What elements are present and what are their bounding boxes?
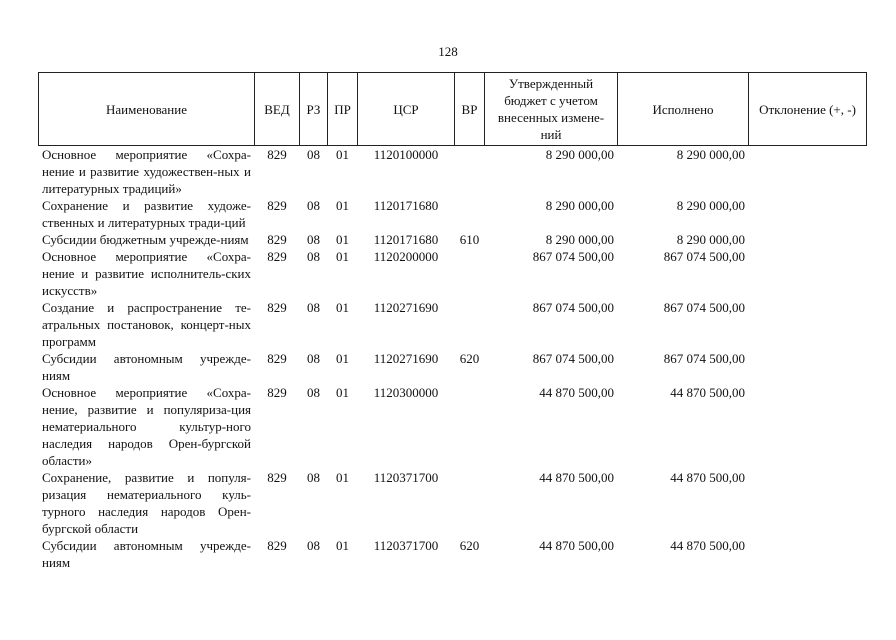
header-name: Наименование [39,73,255,146]
row-pr: 01 [336,198,349,213]
header-rz: РЗ [300,73,328,146]
row-executed: 867 074 500,00 [663,249,745,264]
row-deviation [749,469,867,537]
table-header-row [39,73,867,146]
row-deviation [749,537,867,571]
row-vr: 620 [459,351,480,366]
row-csr: 1120100000 [373,147,439,162]
row-name: Субсидии автономным учрежде-ниям [42,351,251,383]
row-executed: 44 870 500,00 [670,538,745,553]
header-approved: Утвержденный бюджет с учетом внесенных измене-ний [485,73,618,146]
row-rz: 08 [307,538,320,553]
table-row [39,299,867,350]
row-approved: 867 074 500,00 [532,351,614,366]
row-ved: 829 [267,198,287,213]
row-vr [455,469,485,537]
row-executed: 44 870 500,00 [670,470,745,485]
row-executed: 867 074 500,00 [663,300,745,315]
row-pr: 01 [336,385,349,400]
table-row [39,248,867,299]
row-name: Сохранение, развитие и популя-ризация нематериального куль-турного наследия народов Орен-бургской области [42,470,251,536]
row-rz: 08 [307,147,320,162]
row-csr: 1120371700 [373,470,439,485]
row-deviation [749,197,867,231]
row-pr: 01 [336,232,349,247]
header-csr: ЦСР [358,73,455,146]
row-pr: 01 [336,538,349,553]
table-row [39,197,867,231]
row-rz: 08 [307,470,320,485]
row-name: Основное мероприятие «Сохра-нение и развитие исполнитель-ских искусств» [42,249,251,298]
row-deviation [749,350,867,384]
row-executed: 867 074 500,00 [663,351,745,366]
row-executed: 44 870 500,00 [670,385,745,400]
row-csr: 1120171680 [373,232,439,247]
row-pr: 01 [336,470,349,485]
row-ved: 829 [267,147,287,162]
row-pr: 01 [336,147,349,162]
row-rz: 08 [307,232,320,247]
row-csr: 1120271690 [373,351,439,366]
row-ved: 829 [267,249,287,264]
row-approved: 8 290 000,00 [545,147,614,162]
row-name: Сохранение и развитие художе-ственных и литературных тради-ций [42,198,251,230]
row-deviation [749,384,867,469]
budget-table [38,72,867,571]
row-executed: 8 290 000,00 [676,147,745,162]
row-approved: 867 074 500,00 [532,300,614,315]
row-rz: 08 [307,300,320,315]
table-row [39,469,867,537]
row-name: Субсидии автономным учрежде-ниям [42,538,251,570]
page-number: 128 [438,44,458,59]
table-row [39,384,867,469]
row-csr: 1120271690 [373,300,439,315]
header-ved: ВЕД [255,73,300,146]
row-rz: 08 [307,385,320,400]
table-row [39,231,867,248]
row-vr [455,248,485,299]
row-name: Основное мероприятие «Сохра-нение и развитие художествен-ных и литературных традиций» [42,147,251,196]
table-row [39,537,867,571]
row-name: Субсидии бюджетным учрежде-ниям [42,232,249,247]
row-csr: 1120171680 [373,198,439,213]
row-vr: 610 [459,232,480,247]
row-executed: 8 290 000,00 [676,198,745,213]
header-vr: ВР [455,73,485,146]
row-pr: 01 [336,300,349,315]
row-vr: 620 [459,538,480,553]
row-name: Создание и распространение те-атральных постановок, концерт-ных программ [42,300,251,349]
row-vr [455,146,485,198]
row-name: Основное мероприятие «Сохра-нение, развитие и популяриза-ция нематериального культур-ного наследия народов Орен-бургской области» [42,385,251,468]
row-approved: 8 290 000,00 [545,198,614,213]
row-rz: 08 [307,351,320,366]
row-deviation [749,299,867,350]
row-csr: 1120200000 [373,249,439,264]
row-rz: 08 [307,249,320,264]
row-approved: 8 290 000,00 [545,232,614,247]
row-vr [455,299,485,350]
row-ved: 829 [267,300,287,315]
header-pr: ПР [328,73,358,146]
row-vr [455,384,485,469]
row-deviation [749,248,867,299]
row-pr: 01 [336,351,349,366]
row-ved: 829 [267,232,287,247]
row-pr: 01 [336,249,349,264]
row-approved: 44 870 500,00 [539,470,614,485]
row-deviation [749,231,867,248]
row-csr: 1120300000 [373,385,439,400]
row-approved: 44 870 500,00 [539,538,614,553]
row-vr [455,197,485,231]
table-row [39,350,867,384]
row-ved: 829 [267,385,287,400]
row-rz: 08 [307,198,320,213]
row-ved: 829 [267,470,287,485]
header-deviation: Отклонение (+, -) [749,73,867,146]
row-executed: 8 290 000,00 [676,232,745,247]
row-csr: 1120371700 [373,538,439,553]
header-executed: Исполнено [618,73,749,146]
row-ved: 829 [267,351,287,366]
row-deviation [749,146,867,198]
row-ved: 829 [267,538,287,553]
row-approved: 44 870 500,00 [539,385,614,400]
row-approved: 867 074 500,00 [532,249,614,264]
table-row [39,146,867,198]
